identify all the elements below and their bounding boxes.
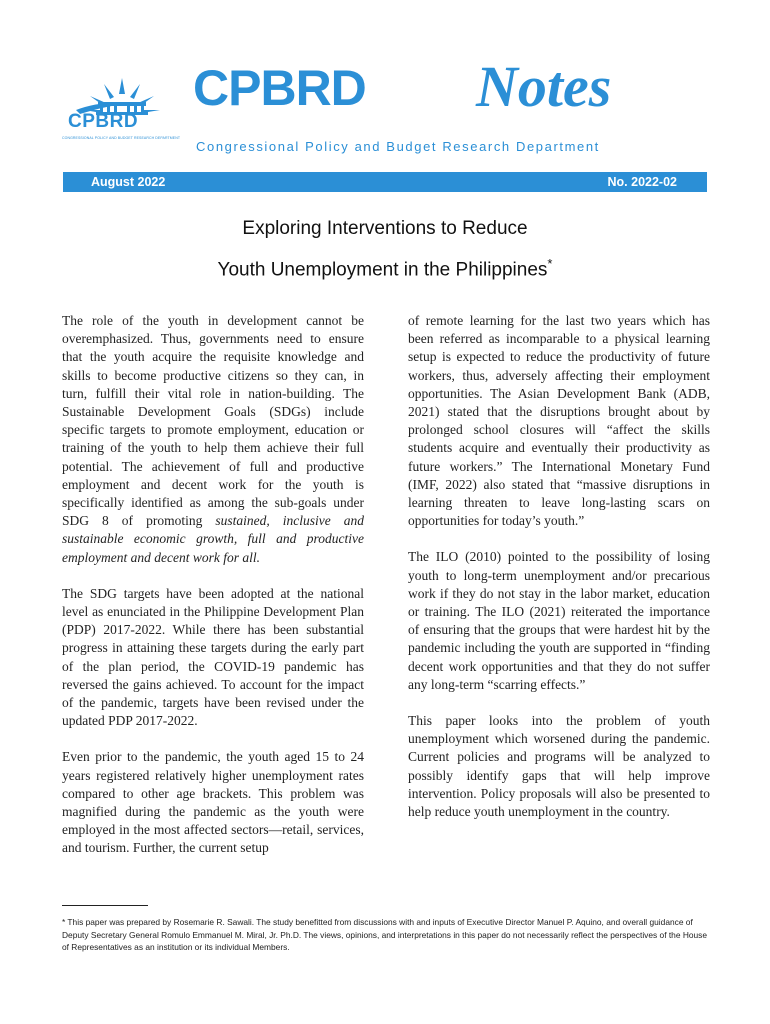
paragraph: This paper looks into the problem of youth unemployment which worsened during the pandemic. Current policies and programs will be analyzed to possibly identify gaps that will help improve intervention. Policy proposals will also be presented to help reduce youth unemployment in the country. [408,713,710,820]
cpbrd-logo [62,72,182,144]
right-column [408,312,710,839]
left-column [62,312,364,876]
paragraph: of remote learning for the last two years which has been referred as incomparable to a physical learning setup is expected to reduce the productivity of future workers, thus, adversely affecting their employment opportunities. The Asian Development Bank (ADB, 2021) stated that the disruptions brought about by prolonged school closures will “affect the skills students acquire and eventually their productivity as future workers.” The International Monetary Fund (IMF, 2022) also stated that “massive disruptions in learning threaten to leave long-lasting scars on opportunities for today’s youth.” [408,313,710,529]
paper-title-text: Youth Unemployment in the Philippines [217,259,548,281]
issue-bar [63,172,707,192]
issue-date: August 2022 [91,175,166,189]
issue-number: No. 2022-02 [607,175,677,189]
footnote-marker: * [547,256,553,271]
logo-subtext: CONGRESSIONAL POLICY AND BUDGET RESEARCH DEPARTMENT [62,136,181,140]
paper-title-line-1: Exploring Interventions to Reduce [242,218,528,239]
paragraph-text: The role of the youth in development cannot be overemphasized. Thus, governments need to ensure that the youth acquire the requisite knowledge and skills to become productive citizens so they can, in turn, fulfill their vital role in nation-building. The Sustainable Development Goals (SDGs) include specific targets to promote employment, education or training of the youth to help them achieve their full potential. The achievement of full and productive employment and decent work for the youth is specifically identified as among the sub-goals under SDG 8 of promoting [62,313,364,529]
logo-text: CPBRD [68,111,139,132]
paragraph [62,312,364,567]
paper-title-line-2 [0,256,770,281]
masthead-brand: CPBRD [193,60,366,116]
emphasis-text: sustained, inclusive and sustainable economic growth, full and productive employment and decent work for all. [62,513,364,565]
department-name: Congressional Policy and Budget Research Department [196,139,600,154]
paragraph: Even prior to the pandemic, the youth aged 15 to 24 years registered relatively higher unemployment rates compared to other age brackets. This problem was magnified during the pandemic as the youth were employed in the most affected sectors—retail, services, and tourism. Further, the current setup [62,749,364,856]
masthead-notes: Notes [476,54,612,119]
paragraph: The SDG targets have been adopted at the national level as enunciated in the Philippine Development Plan (PDP) 2017-2022. While there has been substantial progress in attaining these targets during the early part of the plan period, the COVID-19 pandemic has reversed the gains achieved. To account for the impact of the pandemic, targets have been revised under the updated PDP 2017-2022. [62,585,364,729]
footnote-divider [62,905,148,906]
footnote: * This paper was prepared by Rosemarie R. Sawali. The study benefitted from discussions with and inputs of Executive Director Manuel P. Aquino, and overall guidance of Deputy Secretary General Romulo Emmanuel M. Miral, Jr. Ph.D. The views, opinions, and interpretations in this paper do not necessarily reflect the perspectives of the House of Representatives as an institution or its individual Members. [62,917,708,952]
paragraph: The ILO (2010) pointed to the possibility of losing youth to long-term unemployment and/or precarious work if they do not stay in the labor market, education or training. The ILO (2021) reiterated the importance of ensuring that the groups that were hardest hit by the pandemic including the youth are supported in “finding decent work opportunities and that they do not suffer any long-term “scarring effects.” [408,549,710,692]
